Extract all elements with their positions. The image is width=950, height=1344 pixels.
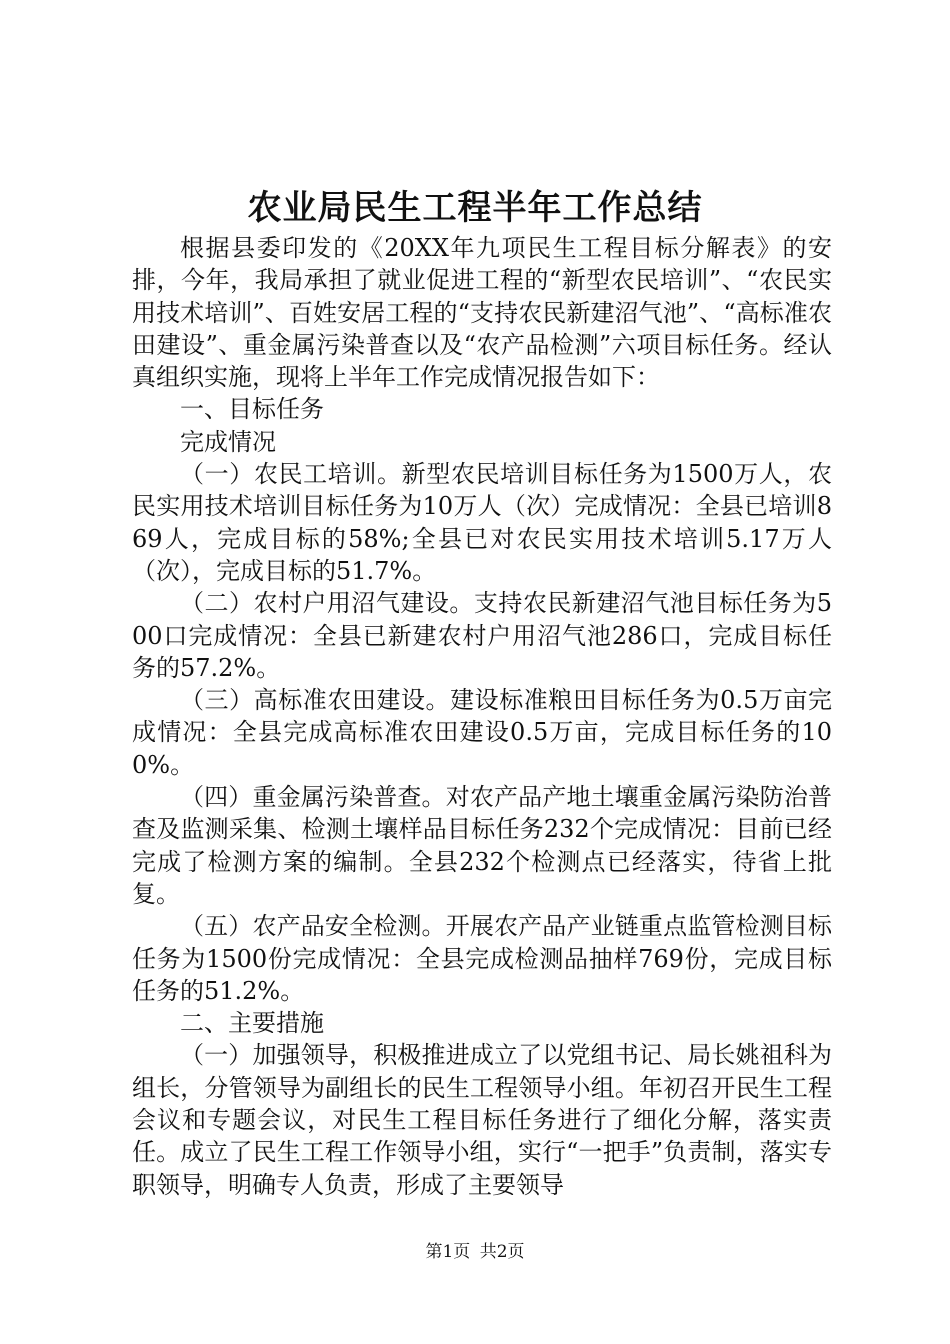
paragraph-item-4: （四）重金属污染普查。对农产品产地土壤重金属污染防治普查及监测采集、检测土壤样品目标任务232个完成情况：目前已经完成了检测方案的编制。全县232个检测点已经落实，待省上批复。 <box>132 783 832 908</box>
section-heading-targets: 一、目标任务 <box>180 395 324 424</box>
paragraph-item-3: （三）高标准农田建设。建设标准粮田目标任务为0.5万亩完成情况：全县完成高标准农田建设0.5万亩，完成目标任务的100%。 <box>132 686 832 779</box>
document-title: 农业局民生工程半年工作总结 <box>247 188 703 228</box>
page-footer <box>0 1240 950 1264</box>
section-heading-measures: 二、主要措施 <box>180 1009 324 1038</box>
paragraph-item-2: （二）农村户用沼气建设。支持农民新建沼气池目标任务为500口完成情况：全县已新建农村户用沼气池286口，完成目标任务的57.2%。 <box>132 589 832 682</box>
paragraph-item-1: （一）农民工培训。新型农民培训目标任务为1500万人，农民实用技术培训目标任务为10万人（次）完成情况：全县已培训869人，完成目标的58%;全县已对农民实用技术培训5.17万人（次），完成目标的51.7%。 <box>132 460 832 585</box>
page-number-total: 共2页 <box>479 1242 525 1262</box>
paragraph-intro: 根据县委印发的《20XX年九项民生工程目标分解表》的安排，今年，我局承担了就业促进工程的“新型农民培训”、“农民实用技术培训”、百姓安居工程的“支持农民新建沼气池”、“高标准农田建设”、重金属污染普查以及“农产品检测”六项目标任务。经认真组织实施，现将上半年工作完成情况报告如下： <box>132 234 832 392</box>
paragraph-item-5: （五）农产品安全检测。开展农产品产业链重点监管检测目标任务为1500份完成情况：全县完成检测品抽样769份，完成目标任务的51.2%。 <box>132 912 832 1005</box>
page-number-current: 第1页 <box>425 1242 471 1262</box>
document-body <box>132 232 832 1201</box>
subheading-completion: 完成情况 <box>180 427 276 456</box>
paragraph-measure-1: （一）加强领导，积极推进成立了以党组书记、局长姚祖科为组长，分管领导为副组长的民生工程领导小组。年初召开民生工程会议和专题会议，对民生工程目标任务进行了细化分解，落实责任。成立了民生工程工作领导小组，实行“一把手”负责制，落实专职领导，明确专人负责，形成了主要领导 <box>132 1041 832 1199</box>
